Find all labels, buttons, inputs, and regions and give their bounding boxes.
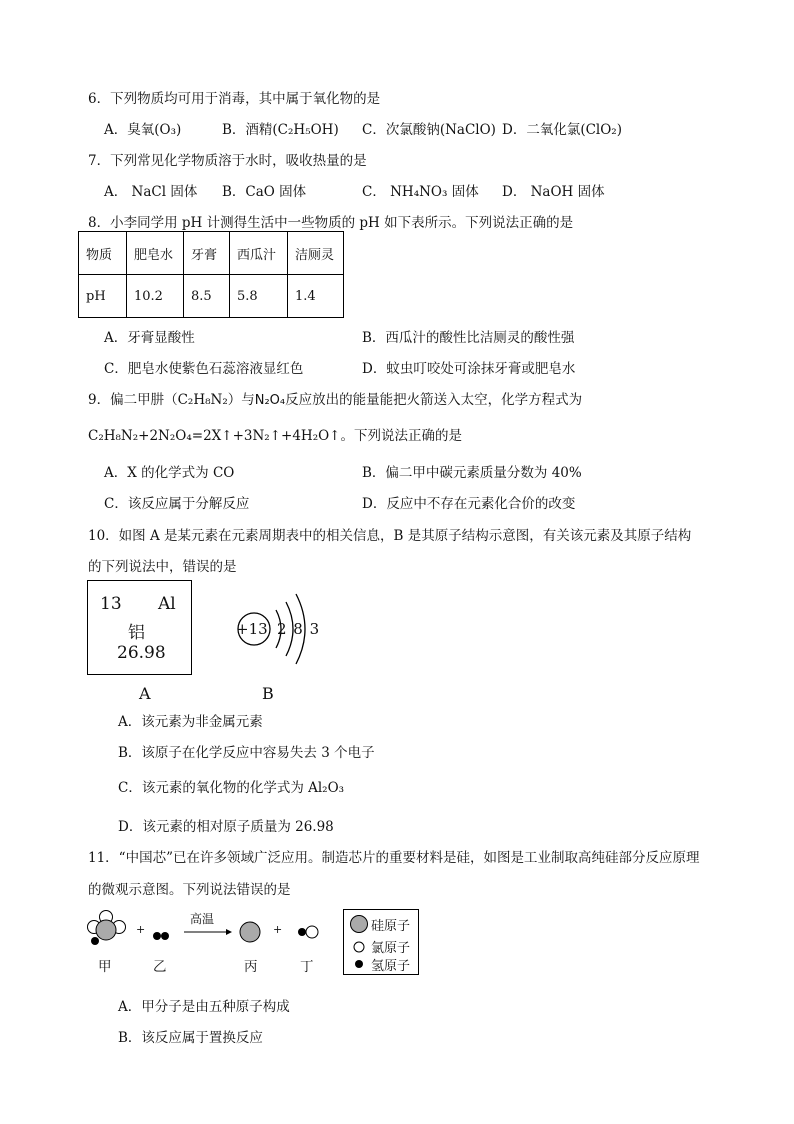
silicon-atom-icon: [351, 916, 368, 933]
table-cell: 10.2: [127, 275, 184, 318]
q7-option-c: C． NH₄NO₃ 固体: [362, 184, 479, 200]
q8-option-b: B．西瓜汁的酸性比洁厕灵的酸性强: [362, 330, 575, 346]
q6-option-c: C．次氯酸钠(NaClO): [362, 122, 496, 138]
q6-option-a: A．臭氧(O₃): [104, 122, 182, 138]
table-cell: 8.5: [184, 275, 230, 318]
label-bing: 丙: [244, 959, 258, 975]
atom-legend: [343, 909, 419, 975]
q9-option-b: B．偏二甲中碳元素质量分数为 40%: [362, 465, 582, 481]
table-cell: 西瓜汁: [230, 232, 288, 275]
element-name: 铝: [128, 623, 145, 643]
q8-stem: 8．小李同学用 pH 计测得生活中一些物质的 pH 如下表所示。下列说法正确的是: [88, 215, 574, 231]
q11-option-a: A．甲分子是由五种原子构成: [118, 999, 290, 1015]
legend-silicon: 硅原子: [371, 919, 411, 934]
q9-option-c: C．该反应属于分解反应: [104, 496, 250, 512]
table-cell: 牙膏: [184, 232, 230, 275]
legend-symbols: [348, 914, 370, 972]
atomic-mass: 26.98: [117, 643, 166, 663]
molecule-ding: [298, 926, 318, 938]
label-yi: 乙: [153, 959, 167, 975]
table-row: [79, 275, 344, 318]
label-jia: 甲: [98, 959, 112, 975]
q10-option-d: D．该元素的相对原子质量为 26.98: [118, 819, 334, 835]
q7-stem: 7．下列常见化学物质溶于水时，吸收热量的是: [88, 153, 367, 169]
electron-counts: 2 8 3: [277, 620, 321, 638]
q11-stem-line1: 11．“中国芯”已在许多领域广泛应用。制造芯片的重要材料是硅，如图是工业制取高纯硅部分反应原理: [88, 850, 700, 866]
q9-equation: C₂H₈N₂+2N₂O₄=2X↑+3N₂↑+4H₂O↑。下列说法正确的是: [88, 428, 462, 444]
q7-option-d: D． NaOH 固体: [502, 184, 605, 200]
hydrogen-atom-icon: [355, 960, 363, 968]
q9-option-a: A．X 的化学式为 CO: [104, 465, 235, 481]
q11-stem-line2: 的微观示意图。下列说法错误的是: [88, 882, 291, 898]
q8-option-a: A．牙膏显酸性: [104, 330, 195, 346]
q10-stem-line2: 的下列说法中，错误的是: [88, 559, 237, 575]
molecule-yi: [153, 932, 169, 940]
q9-stem-part1: 9．偏二甲肼（C₂H₈N₂）与: [88, 392, 255, 408]
table-row: [79, 232, 344, 275]
q6-option-d: D．二氧化氯(ClO₂): [502, 122, 622, 138]
legend-hydrogen: 氢原子: [371, 959, 411, 974]
molecule-jia: [88, 911, 126, 946]
q11-option-b: B．该反应属于置换反应: [118, 1030, 263, 1046]
chlorine-atom-icon: [354, 942, 364, 952]
element-symbol: Al: [158, 594, 176, 614]
table-cell: pH: [79, 275, 127, 318]
arrow-head-icon: [226, 929, 232, 935]
table-cell: 洁厕灵: [288, 232, 344, 275]
plus-sign-1: +: [136, 923, 146, 936]
q10-stem-line1: 10．如图 A 是某元素在元素周期表中的相关信息，B 是其原子结构示意图，有关该元素及其原子结构: [88, 528, 692, 544]
q9-stem-part2: 反应放出的能量能把火箭送入太空，化学方程式为: [285, 392, 583, 408]
reaction-condition: 高温: [190, 912, 215, 926]
q9-option-d: D．反应中不存在元素化合价的改变: [362, 496, 576, 512]
figure-label-b: B: [262, 684, 274, 703]
q9-stem-formula: N₂O₄: [254, 393, 286, 408]
table-cell: 1.4: [288, 275, 344, 318]
molecule-bing: [240, 922, 260, 942]
q6-stem: 6．下列物质均可用于消毒，其中属于氧化物的是: [88, 91, 381, 107]
nucleus-charge: +13: [236, 620, 268, 638]
atomic-number: 13: [100, 594, 122, 614]
q10-option-c: C．该元素的氧化物的化学式为 Al₂O₃: [118, 780, 345, 796]
periodic-table-cell: [87, 580, 192, 675]
table-cell: 肥皂水: [127, 232, 184, 275]
ph-table: [78, 231, 344, 318]
q6-option-b: B．酒精(C₂H₅OH): [222, 122, 339, 138]
q7-option-a: A． NaCl 固体: [104, 184, 198, 200]
q10-option-a: A．该元素为非金属元素: [118, 714, 263, 730]
q8-option-c: C．肥皂水使紫色石蕊溶液显红色: [104, 361, 304, 377]
q7-option-b: B．CaO 固体: [222, 184, 307, 200]
q8-option-d: D．蚊虫叮咬处可涂抹牙膏或肥皂水: [362, 361, 576, 377]
label-ding: 丁: [300, 959, 314, 975]
plus-sign-2: +: [273, 923, 283, 936]
figure-label-a: A: [139, 684, 151, 703]
legend-chlorine: 氯原子: [371, 941, 411, 956]
table-cell: 物质: [79, 232, 127, 275]
q10-option-b: B．该原子在化学反应中容易失去 3 个电子: [118, 745, 375, 761]
q9-stem: [88, 388, 582, 408]
table-cell: 5.8: [230, 275, 288, 318]
